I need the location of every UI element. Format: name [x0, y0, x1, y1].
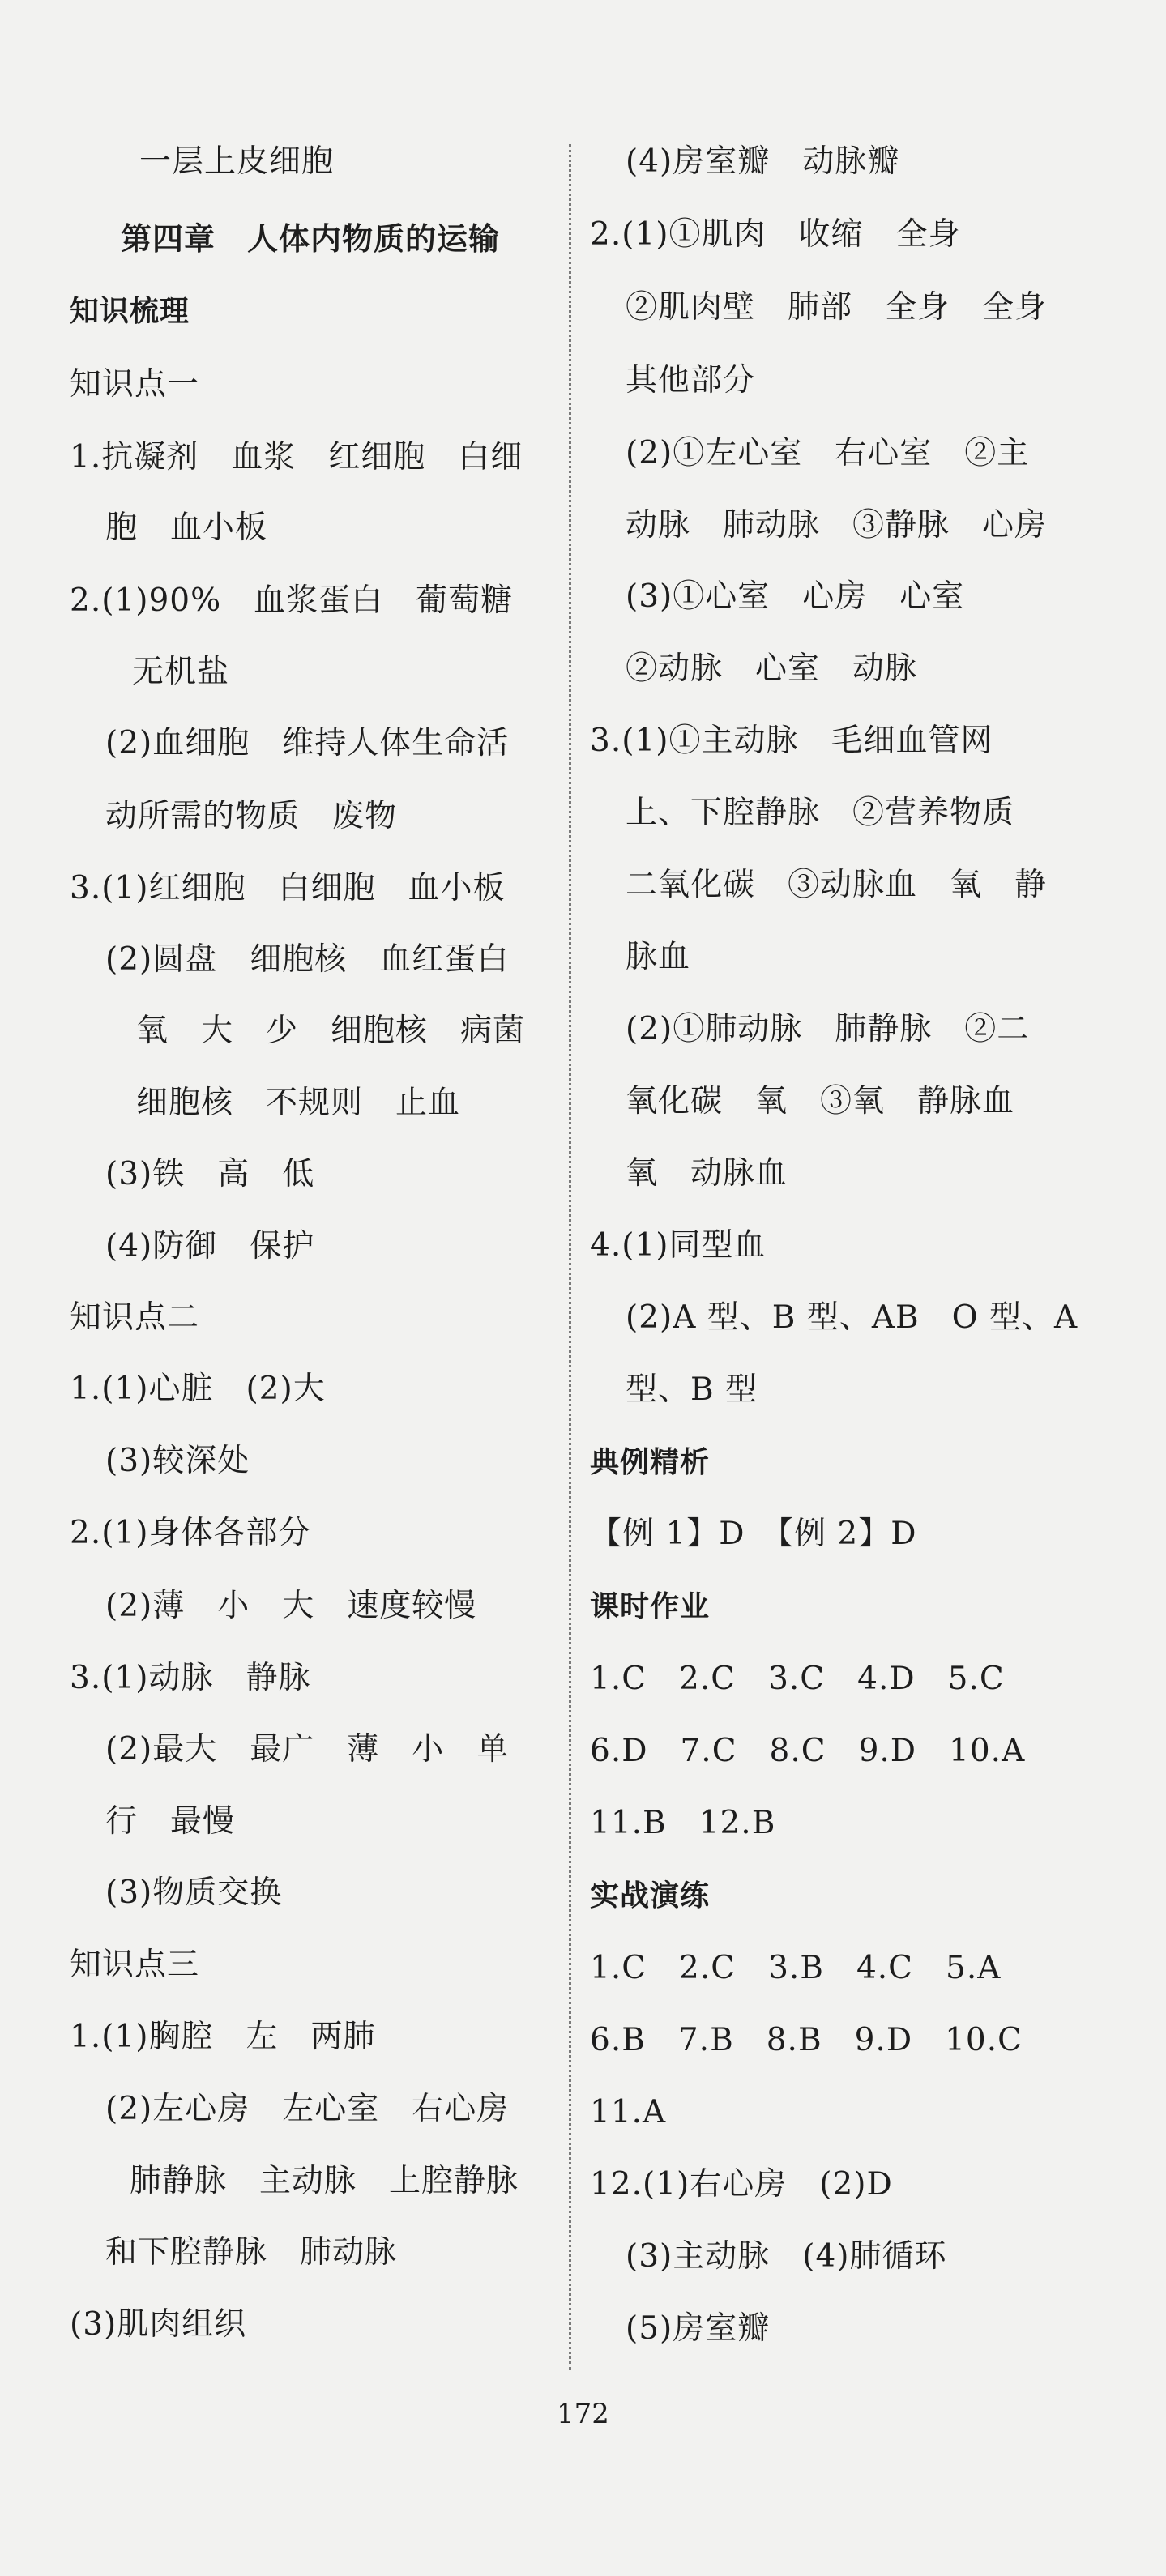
right-text-line: (4)房室瓣 动脉瓣 [626, 143, 900, 180]
left-text-line: 1.(1)心脏 (2)大 [70, 1371, 326, 1407]
right-text-line: 3.(1)①主动脉 毛细血管网 [590, 723, 993, 759]
right-text-line: 氧 动脉血 [626, 1155, 788, 1192]
right-text-line: 氧化碳 氧 ③氧 静脉血 [626, 1083, 1015, 1120]
right-text-line: 脉血 [626, 939, 691, 975]
right-text-line: 4.(1)同型血 [590, 1227, 767, 1264]
left-text-line: 无机盐 [132, 654, 230, 690]
left-text-line: 2.(1)90% 血浆蛋白 葡萄糖 [70, 582, 514, 619]
left-text-line: 知识点一 [70, 366, 200, 403]
right-text-line: (2)A 型、B 型、AB O 型、A [626, 1299, 1078, 1336]
left-text-line: 行 最慢 [105, 1803, 236, 1840]
column-divider [569, 144, 571, 2370]
left-text-line: 细胞核 不规则 止血 [136, 1085, 461, 1121]
right-text-line: (3)①心室 心房 心室 [626, 578, 965, 615]
right-text-line: 【例 1】D 【例 2】D [590, 1516, 917, 1552]
right-text-line: 型、B 型 [626, 1371, 758, 1408]
left-text-line: 1.抗凝剂 血浆 红细胞 白细 [70, 439, 523, 476]
right-text-line: 其他部分 [626, 362, 756, 399]
right-text-line: 1.C 2.C 3.B 4.C 5.A [590, 1950, 1002, 1986]
right-text-line: (5)房室瓣 [626, 2310, 771, 2347]
left-text-line: 氧 大 少 细胞核 病菌 [136, 1013, 526, 1049]
left-text-line: (2)薄 小 大 速度较慢 [105, 1588, 477, 1624]
right-text-line: 上、下腔静脉 ②营养物质 [626, 795, 1015, 831]
left-text-line: (2)血细胞 维持人体生命活 [105, 725, 510, 761]
right-text-line: 11.B 12.B [590, 1805, 776, 1841]
right-text-line: (2)①肺动脉 肺静脉 ②二 [626, 1011, 1030, 1047]
right-text-line: 6.D 7.C 8.C 9.D 10.A [590, 1733, 1026, 1769]
right-text-line: ②动脉 心室 动脉 [626, 650, 918, 687]
left-text-line: 第四章 人体内物质的运输 [121, 221, 501, 257]
right-text-line: 二氧化碳 ③动脉血 氧 静 [626, 867, 1048, 903]
left-text-line: 胞 血小板 [105, 510, 268, 546]
right-text-line: 12.(1)右心房 (2)D [590, 2166, 893, 2203]
left-text-line: 知识梳理 [70, 295, 190, 328]
left-text-line: (3)铁 高 低 [105, 1156, 315, 1192]
left-text-line: 知识点二 [70, 1299, 200, 1336]
left-text-line: 动所需的物质 废物 [105, 798, 398, 834]
left-text-line: (2)圆盘 细胞核 血红蛋白 [105, 941, 510, 978]
left-text-line: (2)左心房 左心室 右心房 [105, 2091, 510, 2127]
left-text-line: (3)物质交换 [105, 1874, 283, 1911]
right-text-line: 2.(1)①肌肉 收缩 全身 [590, 216, 961, 253]
left-text-line: 3.(1)红细胞 白细胞 血小板 [70, 870, 506, 906]
left-text-line: (3)较深处 [105, 1443, 250, 1479]
right-text-line: 6.B 7.B 8.B 9.D 10.C [590, 2022, 1023, 2058]
right-text-line: 课时作业 [590, 1590, 711, 1623]
right-text-line: 动脉 肺动脉 ③静脉 心房 [626, 507, 1048, 544]
left-text-line: 3.(1)动脉 静脉 [70, 1660, 311, 1696]
left-text-line: 知识点三 [70, 1947, 200, 1983]
left-text-line: 2.(1)身体各部分 [70, 1515, 311, 1551]
right-text-line: 实战演练 [590, 1879, 711, 1913]
left-text-line: 1.(1)胸腔 左 两肺 [70, 2019, 376, 2055]
left-text-line: 肺静脉 主动脉 上腔静脉 [130, 2163, 519, 2199]
left-text-line: 一层上皮细胞 [139, 143, 335, 180]
page-number: 172 [557, 2398, 609, 2430]
right-text-line: 1.C 2.C 3.C 4.D 5.C [590, 1661, 1005, 1697]
left-text-line: (4)防御 保护 [105, 1228, 315, 1265]
left-text-line: (3)肌肉组织 [70, 2306, 247, 2343]
right-text-line: 11.A [590, 2094, 667, 2130]
right-text-line: (3)主动脉 (4)肺循环 [626, 2238, 947, 2275]
left-text-line: 和下腔静脉 肺动脉 [105, 2234, 398, 2271]
right-text-line: (2)①左心室 右心室 ②主 [626, 435, 1030, 471]
right-text-line: ②肌肉壁 肺部 全身 全身 [626, 289, 1048, 326]
right-text-line: 典例精析 [590, 1446, 711, 1479]
left-text-line: (2)最大 最广 薄 小 单 [105, 1731, 510, 1768]
